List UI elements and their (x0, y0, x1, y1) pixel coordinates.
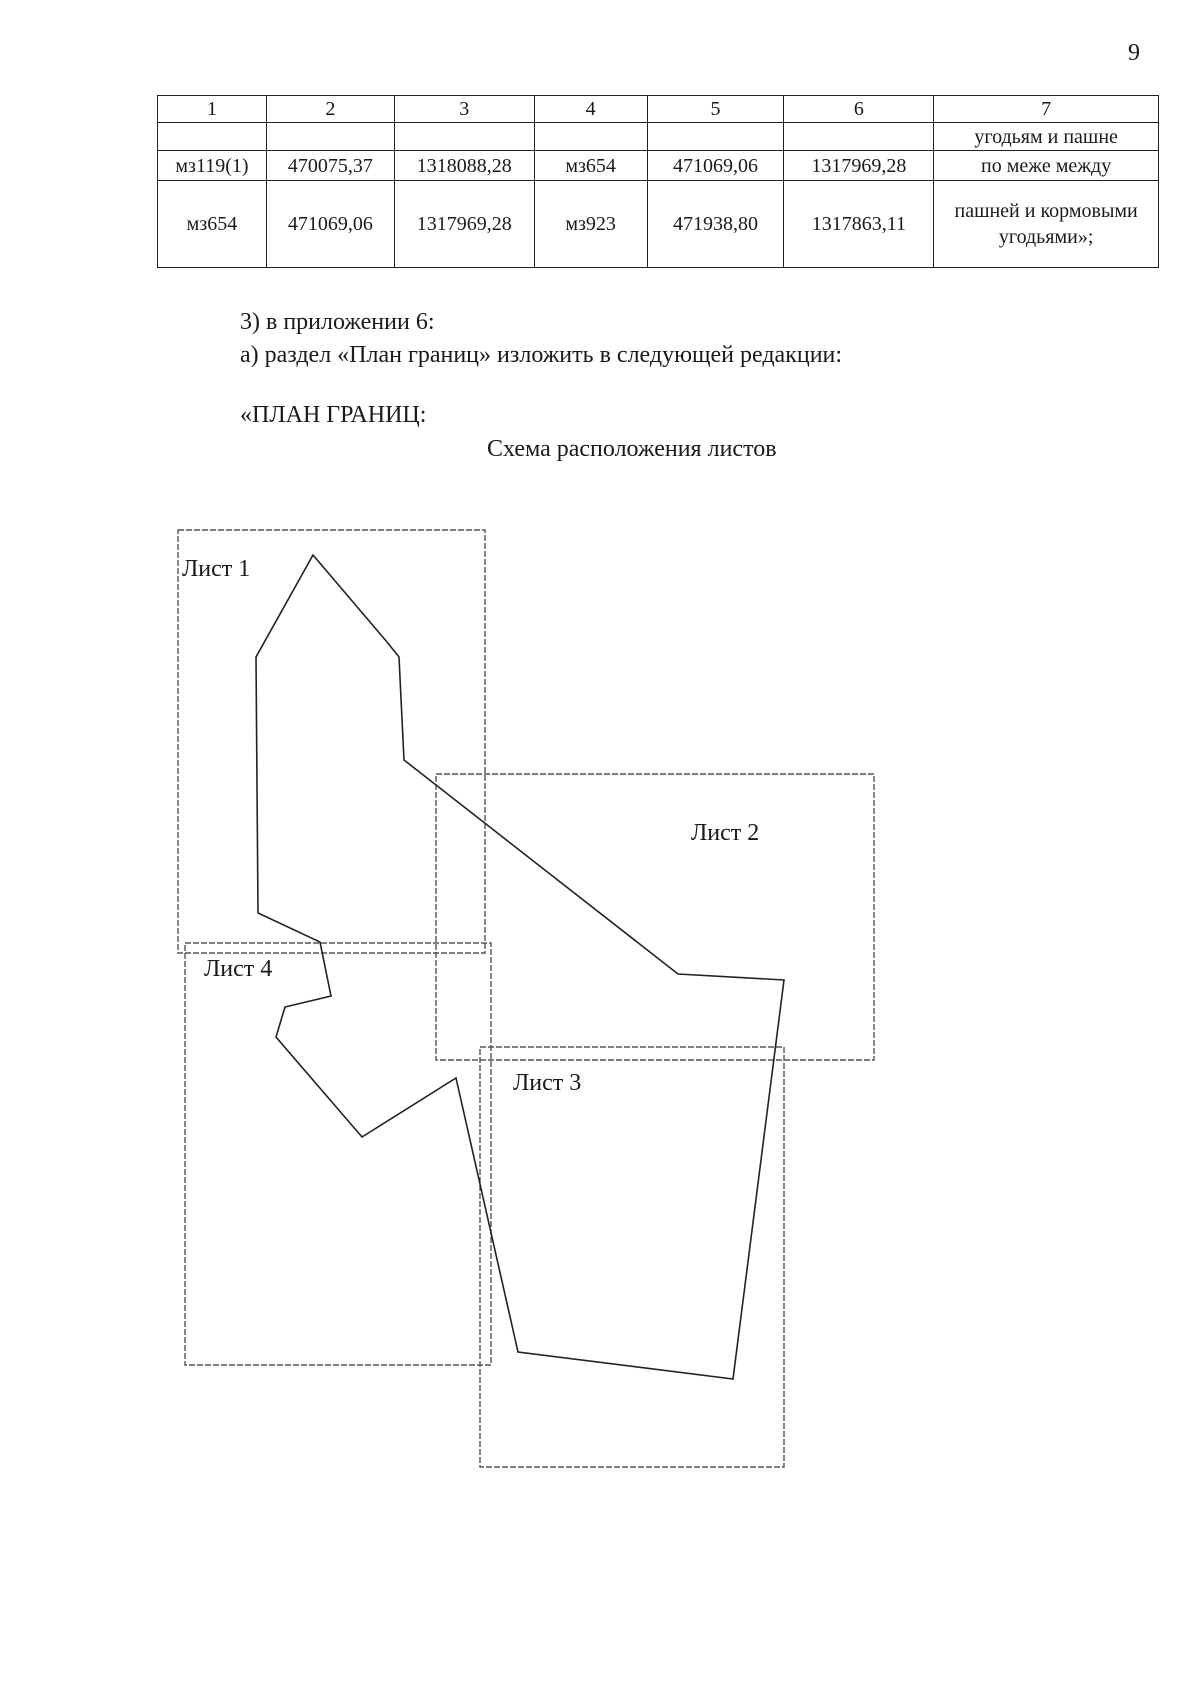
table-cell: 1317969,28 (784, 151, 934, 181)
table-cell: 1317863,11 (784, 181, 934, 268)
table-cell: 470075,37 (266, 151, 394, 181)
sheet-2-frame (436, 774, 874, 1060)
scheme-title: Схема расположения листов (487, 436, 777, 462)
table-header-cell: 4 (534, 96, 647, 123)
item-a-text: а) раздел «План границ» изложить в следующей редакции: (240, 342, 843, 368)
table-cell: мз654 (158, 181, 267, 268)
table-cell: мз119(1) (158, 151, 267, 181)
plan-heading: «ПЛАН ГРАНИЦ: (240, 402, 427, 428)
table-cell: 1317969,28 (394, 181, 534, 268)
table-cell: 1318088,28 (394, 151, 534, 181)
table-header-cell: 2 (266, 96, 394, 123)
table-cell: 471069,06 (266, 181, 394, 268)
sheet-1-label: Лист 1 (182, 556, 251, 582)
table-cell: 471069,06 (647, 151, 784, 181)
table-header-cell: 3 (394, 96, 534, 123)
sheet-4-frame (185, 943, 491, 1365)
table-header-cell: 6 (784, 96, 934, 123)
table-cell: 471938,80 (647, 181, 784, 268)
table-cell: угодьям и пашне (934, 123, 1159, 151)
page-number: 9 (1128, 40, 1140, 66)
table-cell: мз923 (534, 181, 647, 268)
table-header-cell: 1 (158, 96, 267, 123)
item-3-text: 3) в приложении 6: (240, 309, 435, 335)
sheet-1-frame (178, 530, 485, 953)
land-boundary-polygon (256, 555, 784, 1379)
sheet-3-label: Лист 3 (513, 1070, 582, 1096)
table-cell: по меже между (934, 151, 1159, 181)
table-header-cell: 5 (647, 96, 784, 123)
table-cell: пашней и кормовыми угодьями»; (934, 181, 1159, 268)
sheet-4-label: Лист 4 (204, 956, 273, 982)
sheet-3-frame (480, 1047, 784, 1467)
table-cell: мз654 (534, 151, 647, 181)
table-header-cell: 7 (934, 96, 1159, 123)
sheet-2-label: Лист 2 (691, 820, 760, 846)
